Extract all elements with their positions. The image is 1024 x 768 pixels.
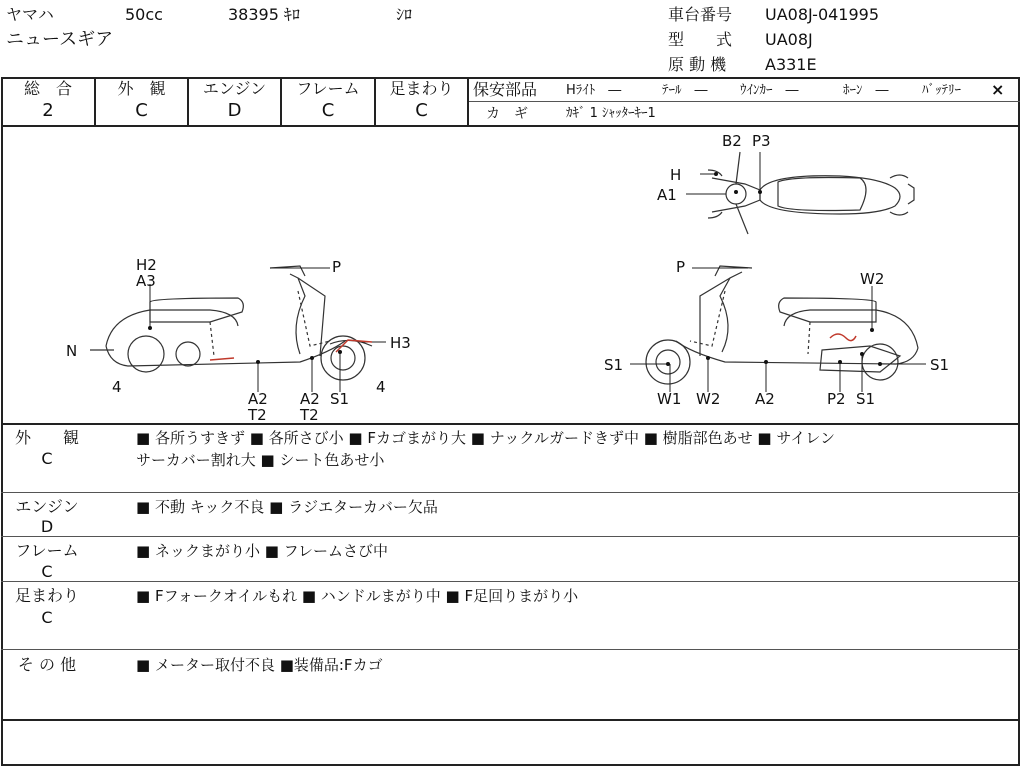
damage-diagram bbox=[0, 126, 1024, 423]
maker: ヤマハ bbox=[6, 5, 54, 24]
label-right-p2: P2 bbox=[827, 390, 846, 408]
label-right-a2: A2 bbox=[755, 390, 775, 408]
note-engine-grade: D bbox=[40, 517, 54, 536]
safety-winker: ｳｲﾝｶｰ ― bbox=[740, 83, 799, 98]
label-right-w1: W1 bbox=[657, 390, 682, 408]
displacement: 50cc bbox=[125, 5, 163, 24]
label-left-t2b: T2 bbox=[300, 406, 319, 423]
note-frame-line1: ■ ネックまがり小 ■ フレームさび中 bbox=[136, 542, 389, 560]
label-left-h3: H3 bbox=[390, 334, 411, 352]
label-top-a1: A1 bbox=[657, 186, 677, 204]
divider-notes-4 bbox=[1, 649, 1020, 650]
note-other-line1: ■ メーター取付不良 ■装備品:Fカゴ bbox=[136, 656, 383, 674]
label-right-s1b: S1 bbox=[856, 390, 876, 408]
suspension-grade-label: 足まわり bbox=[389, 79, 454, 98]
note-exterior-label: 外 観 bbox=[14, 428, 79, 447]
exterior-label: 外 観 bbox=[117, 79, 166, 98]
exterior-grade: C bbox=[135, 100, 148, 121]
label-left-h2: H2 bbox=[136, 256, 157, 274]
safety-label: 保安部品 bbox=[473, 80, 538, 99]
frame-no-label: 車台番号 bbox=[668, 5, 733, 24]
divider-notes-2 bbox=[1, 536, 1020, 537]
frame-grade: C bbox=[321, 100, 335, 121]
note-frame-grade: C bbox=[41, 562, 53, 581]
engine-grade-label: エンジン bbox=[202, 79, 267, 98]
label-left-s1: S1 bbox=[330, 390, 350, 408]
overall-grade: 2 bbox=[42, 100, 54, 121]
note-exterior-grade: C bbox=[41, 449, 53, 468]
label-left-a3: A3 bbox=[136, 272, 156, 290]
note-suspension-grade: C bbox=[41, 608, 53, 627]
label-left-4a: 4 bbox=[112, 378, 122, 396]
body-color: ｼﾛ bbox=[396, 5, 413, 24]
suspension-grade: C bbox=[415, 100, 428, 121]
divider-notes-1 bbox=[1, 492, 1020, 493]
label-left-4b: 4 bbox=[376, 378, 386, 396]
label-right-s1l: S1 bbox=[604, 356, 624, 374]
note-engine-line1: ■ 不動 キック不良 ■ ラジエターカバー欠品 bbox=[136, 498, 438, 516]
safety-tail: ﾃｰﾙ ― bbox=[662, 83, 708, 98]
note-engine-label: エンジン bbox=[15, 497, 79, 516]
note-other-label: そ の 他 bbox=[17, 655, 77, 674]
engine-label: 原 動 機 bbox=[668, 55, 727, 74]
grade-col-5 bbox=[467, 77, 469, 125]
type-value: UA08J bbox=[765, 30, 813, 49]
label-left-n: N bbox=[66, 342, 78, 360]
scooter-top-view bbox=[708, 152, 914, 234]
engine-grade: D bbox=[227, 100, 242, 121]
note-exterior-line2: サーカバー割れ大 ■ シート色あせ小 bbox=[136, 451, 385, 469]
type-label: 型 式 bbox=[668, 30, 733, 49]
frame-no: UA08J-041995 bbox=[765, 5, 880, 24]
safety-battery: ﾊﾞｯﾃﾘｰ bbox=[922, 83, 961, 98]
key-value: ｶｷﾞ 1 ｼｬｯﾀｰｷｰ1 bbox=[566, 106, 656, 121]
key-label: カ ギ bbox=[486, 106, 528, 122]
divider-notes-3 bbox=[1, 581, 1020, 582]
label-right-w2top: W2 bbox=[860, 270, 885, 288]
label-left-t2a: T2 bbox=[248, 406, 267, 423]
divider-safety bbox=[468, 101, 1020, 102]
label-top-h: H bbox=[670, 166, 682, 184]
note-exterior-line1: ■ 各所うすきず ■ 各所さび小 ■ Fカゴまがり大 ■ ナックルガードきず中 ■ 樹脂部色あせ ■ サイレン bbox=[136, 429, 835, 447]
mileage: 38395 ｷﾛ bbox=[228, 5, 300, 24]
frame-grade-label: フレーム bbox=[296, 79, 360, 98]
overall-label: 総 合 bbox=[23, 79, 72, 98]
note-frame-label: フレーム bbox=[15, 541, 79, 560]
battery-missing-mark: × bbox=[991, 80, 1005, 99]
label-left-p: P bbox=[332, 258, 342, 276]
scooter-left-side bbox=[90, 266, 372, 380]
label-top-b2: B2 bbox=[722, 132, 742, 150]
label-right-s1r: S1 bbox=[930, 356, 950, 374]
label-right-p: P bbox=[676, 258, 686, 276]
label-right-w2: W2 bbox=[696, 390, 721, 408]
model-name: ニュースギア bbox=[6, 29, 114, 50]
divider-notes-5 bbox=[1, 719, 1020, 721]
label-left-a2b: A2 bbox=[300, 390, 320, 408]
label-left-a2a: A2 bbox=[248, 390, 268, 408]
safety-horn: ﾎｰﾝ ― bbox=[843, 83, 889, 98]
divider-diagram bbox=[1, 423, 1020, 425]
note-suspension-line1: ■ Fフォークオイルもれ ■ ハンドルまがり中 ■ F足回りまがり小 bbox=[136, 587, 579, 605]
engine-value: A331E bbox=[765, 55, 817, 74]
label-top-p3: P3 bbox=[752, 132, 771, 150]
safety-headlight: Hﾗｲﾄ ― bbox=[566, 83, 622, 98]
note-suspension-label: 足まわり bbox=[14, 586, 79, 605]
